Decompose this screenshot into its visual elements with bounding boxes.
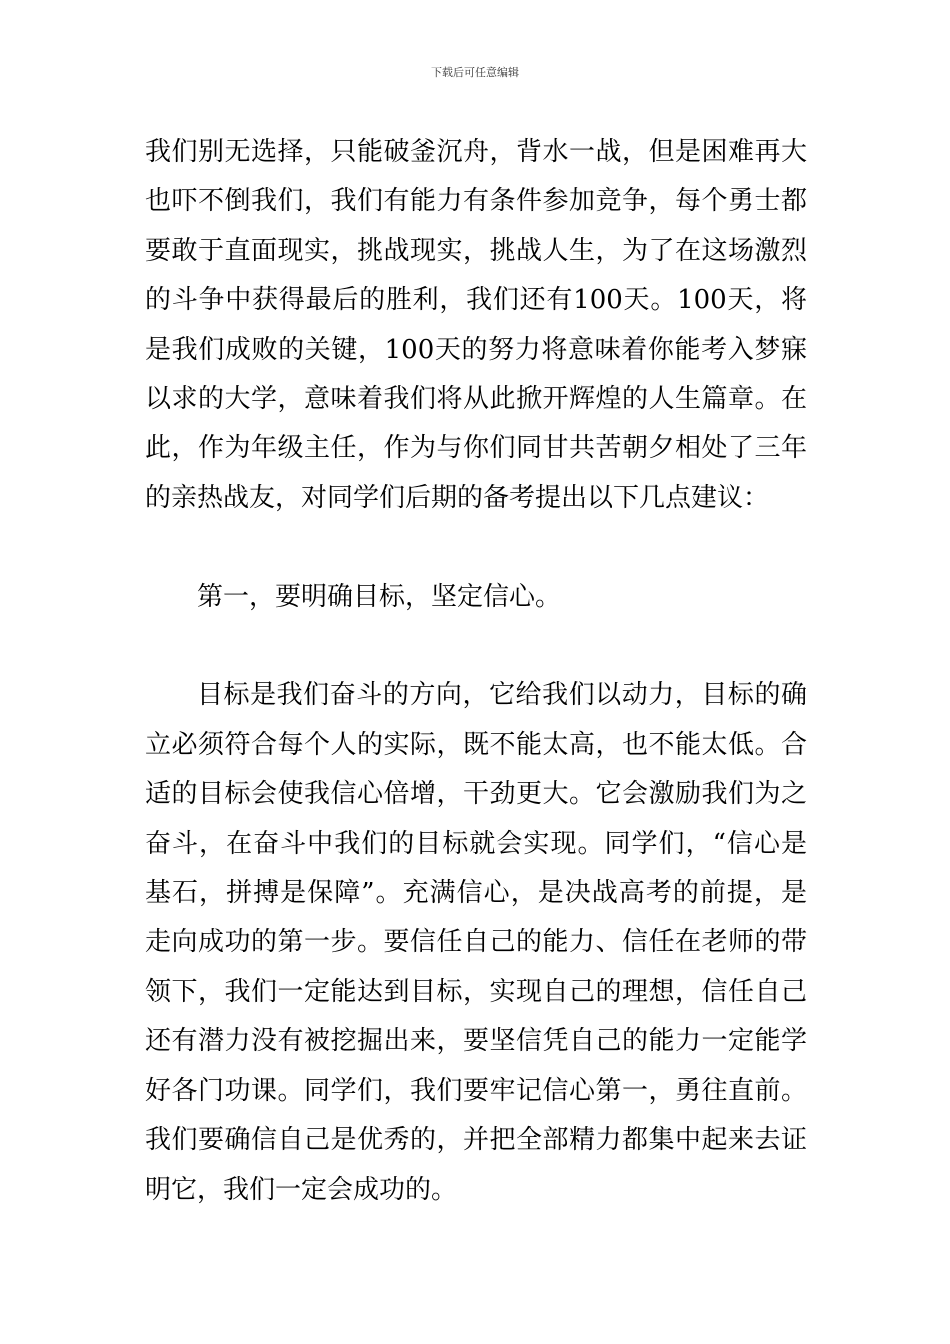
paragraph-intro: 我们别无选择，只能破釜沉舟，背水一战，但是困难再大也吓不倒我们，我们有能力有条件参加竞争，每个勇士都要敢于直面现实，挑战现实，挑战人生，为了在这场激烈的斗争中获得最后的胜利，我们还有100天。100天，将是我们成败的关键，100天的努力将意味着你能考入梦寐以求的大学，意味着我们将从此掀开辉煌的人生篇章。在此，作为年级主任，作为与你们同甘共苦朝夕相处了三年的亲热战友，对同学们后期的备考提出以下几点建议： <box>145 137 807 513</box>
section-heading-first-point: 第一，要明确目标，坚定信心。 <box>197 581 562 612</box>
page-header-note: 下载后可任意编辑 <box>431 66 519 79</box>
paragraph-spacer <box>145 622 807 671</box>
paragraph-spacer <box>145 523 807 572</box>
document-body <box>145 128 807 1215</box>
paragraph-goals: 目标是我们奋斗的方向，它给我们以动力，目标的确立必须符合每个人的实际，既不能太高，也不能太低。合适的目标会使我信心倍增，干劲更大。它会激励我们为之奋斗，在奋斗中我们的目标就会实现。同学们，“信心是基石，拼搏是保障”。充满信心，是决战高考的前提，是走向成功的第一步。要信任自己的能力、信任在老师的带领下，我们一定能达到目标，实现自己的理想，信任自己还有潜力没有被挖掘出来，要坚信凭自己的能力一定能学好各门功课。同学们，我们要牢记信心第一，勇往直前。我们要确信自己是优秀的，并把全部精力都集中起来去证明它，我们一定会成功的。 <box>145 680 807 1205</box>
